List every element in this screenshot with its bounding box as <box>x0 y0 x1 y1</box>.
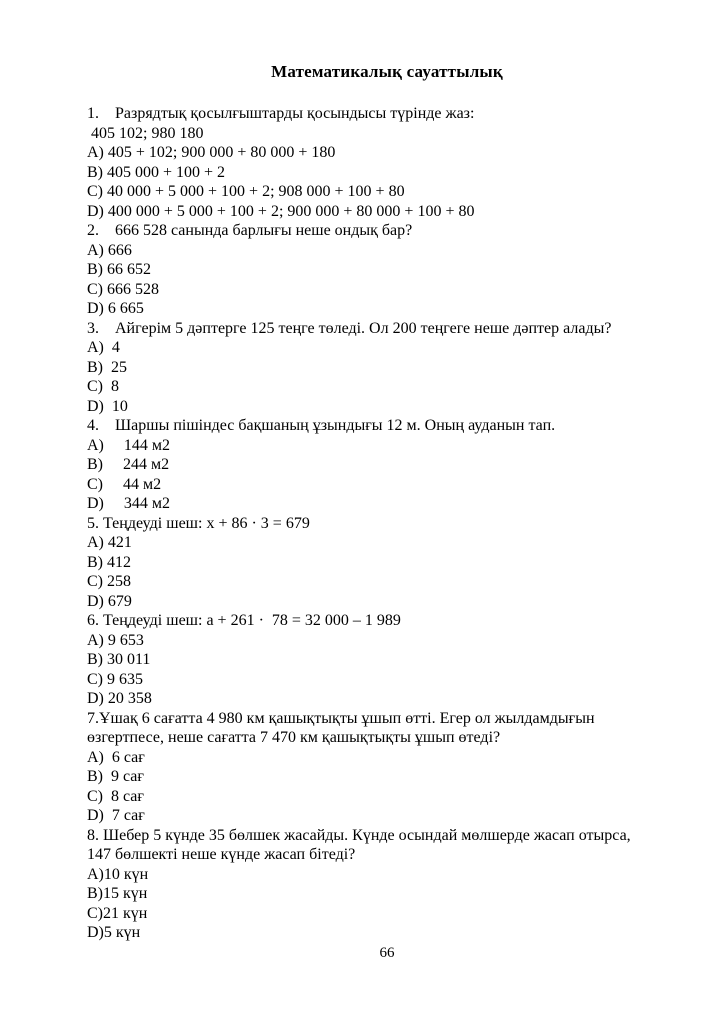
question-3 <box>87 319 702 417</box>
question-text: 5. Теңдеуді шеш: х + 86 · 3 = 679 <box>87 514 310 532</box>
answer-option: B) 244 м2 <box>87 456 170 473</box>
question-text: өзгертпесе, неше сағатта 7 470 км қашықтықты ұшып өтеді? <box>87 729 501 746</box>
question-text: 405 102; 980 180 <box>87 124 204 142</box>
answer-option: A) 405 + 102; 900 000 + 80 000 + 180 <box>87 144 336 161</box>
answer-option: B) 66 652 <box>87 261 151 278</box>
answer-option: C) 258 <box>87 573 131 590</box>
answer-option: B) 30 011 <box>87 651 151 668</box>
answer-option: A) 6 сағ <box>87 748 145 766</box>
answer-option: C) 8 сағ <box>87 787 144 805</box>
page-title: Математикалық сауаттылық <box>271 62 503 81</box>
answer-option: D) 679 <box>87 592 132 610</box>
answer-option: A)10 күн <box>87 865 149 883</box>
question-7 <box>87 709 702 826</box>
test-content <box>87 104 702 943</box>
answer-option: B) 9 сағ <box>87 768 144 785</box>
answer-option: B) 25 <box>87 358 127 376</box>
answer-option: C) 40 000 + 5 000 + 100 + 2; 908 000 + 100 + 80 <box>87 183 405 200</box>
question-text: 7.Ұшақ 6 сағатта 4 980 км қашықтықты ұшып өтті. Егер ол жылдамдығын <box>87 709 595 727</box>
answer-option: C) 44 м2 <box>87 475 162 493</box>
answer-option: D) 7 сағ <box>87 807 145 824</box>
answer-option: D) 20 358 <box>87 690 152 707</box>
answer-option: A) 666 <box>87 241 132 259</box>
question-text: 1. Разрядтық қосылғыштарды қосындысы түрінде жаз: <box>87 105 475 122</box>
answer-option: A) 144 м2 <box>87 436 171 454</box>
answer-option: A) 421 <box>87 534 132 551</box>
question-8 <box>87 826 702 943</box>
answer-option: C) 8 <box>87 378 119 395</box>
question-1 <box>87 104 702 221</box>
question-text: 3. Айгерім 5 дәптерге 125 теңге төледі. Ол 200 теңгеге неше дәптер алады? <box>87 319 612 337</box>
question-text: 4. Шаршы пішіндес бақшаның ұзындығы 12 м. Оның ауданын тап. <box>87 417 556 434</box>
answer-option: C)21 күн <box>87 904 148 922</box>
question-5 <box>87 514 702 612</box>
answer-option: D)5 күн <box>87 924 141 941</box>
answer-option: D) 400 000 + 5 000 + 100 + 2; 900 000 + 80 000 + 100 + 80 <box>87 202 475 220</box>
answer-option: B)15 күн <box>87 885 148 902</box>
question-4 <box>87 416 702 514</box>
answer-option: D) 10 <box>87 397 128 415</box>
question-text: 147 бөлшекті неше күнде жасап бітеді? <box>87 846 356 863</box>
answer-option: B) 405 000 + 100 + 2 <box>87 163 226 181</box>
answer-option: C) 9 635 <box>87 670 143 688</box>
question-2 <box>87 221 702 319</box>
page-number: 66 <box>379 945 395 961</box>
answer-option: A) 4 <box>87 339 120 356</box>
answer-option: A) 9 653 <box>87 631 144 649</box>
question-text: 2. 666 528 санында барлығы неше ондық бар? <box>87 222 413 239</box>
question-text: 6. Теңдеуді шеш: а + 261 · 78 = 32 000 – 1 989 <box>87 612 401 629</box>
question-text: 8. Шебер 5 күнде 35 бөлшек жасайды. Күнде осындай мөлшерде жасап отырса, <box>87 826 631 844</box>
answer-option: D) 6 665 <box>87 300 144 317</box>
answer-option: C) 666 528 <box>87 280 159 298</box>
answer-option: D) 344 м2 <box>87 495 171 512</box>
answer-option: B) 412 <box>87 553 131 571</box>
question-6 <box>87 611 702 709</box>
